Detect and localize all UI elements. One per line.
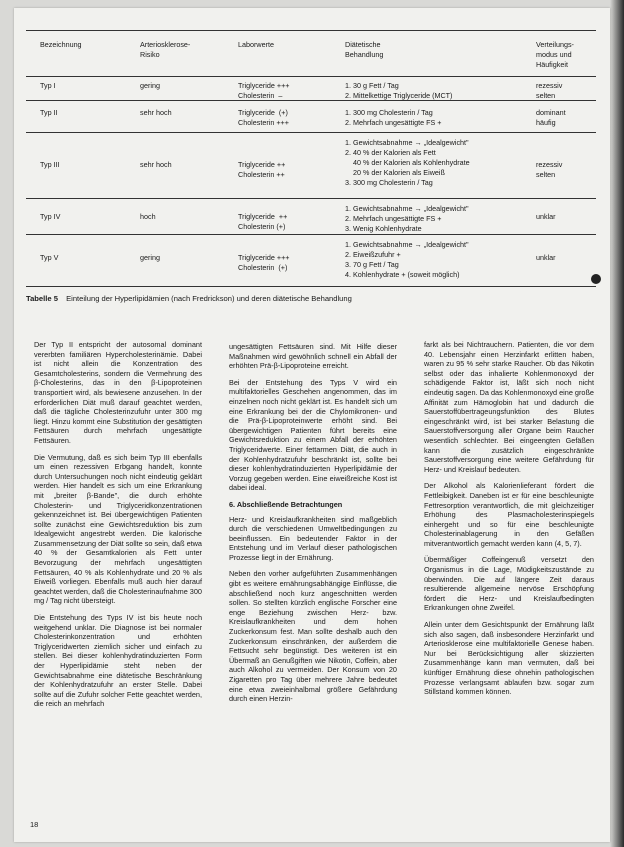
- page-number: 18: [30, 820, 39, 829]
- table-cell-type: Typ III: [40, 160, 60, 169]
- paragraph: Bei der Entstehung des Typs V wird ein multifaktorielles Geschehen angenommen, das im einzelnen noch nicht geklärt ist. Es handelt sich um eine Erkrankung bei der die Chylomikronen- und die Prä-β-Lipoproteinwerte erhöht sind. Bei übergewichtigen Patienten führt bereits eine Gewichtsreduktion zu einem Abfall der erhöhten Triglyceridwerte. Einer fettarmen Diät, die auch in der Kohlenhydratzufuhr beschränkt ist, sollte bei dieser kohlenhydratinduzierten Hyperlipidämie der Vorzug gegeben werden. Eine eiweißreiche Kost ist dabei ideal.: [229, 377, 397, 493]
- section-heading: 6. Abschließende Betrachtungen: [229, 499, 343, 509]
- table-top-rule: [26, 30, 596, 31]
- scan-edge-shadow: [610, 0, 624, 847]
- paragraph: Neben den vorher aufgeführten Zusammenhängen gibt es weitere ernährungsabhängige Einflüsse, die abschließend noch kurz angeschnitten werden sollen. So stellten kürzlich englische Forscher eine enge Beziehung zwischen Herz- bzw. Kreislaufkrankheiten und dem hohen Zuckerkonsum fest. Man sollte deshalb auch den Zuckerkonsum einschränken, der außerdem die Fettsucht sehr begünstigt. Des weiteren ist ein Übermaß an Genußgiften wie Nikotin, Coffein, aber auch Alkohol zu vermeiden. Der Konsum von 20 Zigaretten pro Tag über mehrere Jahre bedeutet eine etwa zweieinhalbmal größere Gefährdung durch einen Herzin-: [229, 569, 397, 704]
- table-cell-type: Typ V: [40, 253, 59, 262]
- table-cell-type: Typ I: [40, 81, 56, 90]
- table-header-risk: Arteriosklerose- Risiko: [140, 40, 191, 59]
- table-cell-lab: Triglyceride +++ Cholesterin –: [238, 81, 290, 100]
- paragraph: Übermäßiger Coffeingenuß versetzt den Organismus in die Lage, Müdigkeitszustände zu überwinden. Die auf längere Zeit daraus resultierende allgemeine nervöse Erschöpfung fördert die Herz- und Kreislaufbedingten Erkrankungen ohne Zweifel.: [424, 555, 594, 613]
- paragraph: Der Typ II entspricht der autosomal dominant vererbten familiären Hypercholesterinämie. Dabei ist nicht allein die Konzentration des Gesamtcholesterins, sondern die Vermehrung des β-Cholesterins, das in den β-Lipoproteinen transportiert wird, als bewiesene anzusehen. In der erforderlichen Diät muß darauf geachtet werden, daß die tägliche Cholesterinzufuhr unter 300 mg liegt. Hinzu kommt eine Substitution der gesättigten Fettsäuren durch mehrfach ungesättigte Fettsäuren.: [34, 340, 202, 445]
- scan-marker-dot: [591, 274, 601, 284]
- table-header-type: Bezeichnung: [40, 40, 82, 49]
- table-cell-frequency: rezessiv selten: [536, 81, 563, 100]
- table-cell-risk: hoch: [140, 212, 156, 221]
- table-cell-type: Typ IV: [40, 212, 61, 221]
- table-cell-treatment: 1. Gewichtsabnahme → „Idealgewicht" 2. Eiweißzufuhr + 3. 70 g Fett / Tag 4. Kohlenhydrate + (soweit möglich): [345, 240, 469, 279]
- table-caption: [26, 294, 352, 303]
- table-cell-frequency: rezessiv selten: [536, 160, 563, 179]
- table-caption-label: Tabelle 5: [26, 294, 58, 303]
- table-row-rule: [26, 234, 596, 235]
- paragraph: Allein unter dem Gesichtspunkt der Ernährung läßt sich also sagen, daß insbesondere Herzinfarkt und Arteriosklerose eine multifaktorielle Genese haben. Nur bei Berücksichtigung aller skizzierten Zusammenhänge kann man vermuten, daß bei künftiger Ernährung diese ohnehin pathologischen Prozesse verlangsamt ablaufen bzw. sogar zum Stillstand kommen können.: [424, 620, 594, 697]
- paragraph: ungesättigten Fettsäuren sind. Mit Hilfe dieser Maßnahmen wird gewöhnlich schnell ein Abfall der erhöhten Prä-β-Lipoproteine erreicht.: [229, 342, 397, 371]
- table-cell-lab: Triglyceride ++ Cholesterin ++: [238, 160, 286, 179]
- table-cell-frequency: unklar: [536, 212, 556, 221]
- table-cell-lab: Triglyceride (+) Cholesterin +++: [238, 108, 289, 127]
- paragraph: Der Alkohol als Kalorienlieferant fördert die Fettleibigkeit. Daneben ist er für eine beschleunigte Fettresorption verantwortlich, die mit gleichzeitiger Erhöhung des Plasmacholesterinspiegels einhergeht und so für eine beschleunigte Cholesterinablagerung in den Gefäßen mitverantwortlich gemacht werden kann (4, 5, 7).: [424, 481, 594, 548]
- table-caption-text: Einteilung der Hyperlipidämien (nach Fredrickson) und deren diätetische Behandlung: [66, 294, 352, 303]
- table-header-rule: [26, 76, 596, 77]
- table-cell-risk: sehr hoch: [140, 160, 172, 169]
- paragraph: farkt als bei Nichtrauchern. Patienten, die vor dem 40. Lebensjahr einen Herzinfarkt erlitten haben, waren zu 95 % sehr starke Raucher. Ob das Nikotin selbst oder das inhalierte Kohlenmonoxyd der schädigende Faktor ist, läßt sich noch nicht eindeutig sagen. Da das Kohlenmonoxyd eine große Affinität zum Hämoglobin hat und dadurch die Sauerstoffübertrageungsfunktion des Blutes eingeschränkt wird, ist bei starker Belastung die Sauerstoffversorgung aller Organe beim Raucher wesentlich schlechter. Bei eingeengten Gefäßen kann die zusätzlich eingeschränkte Sauerstoffversorgung eine weitere Gefährdung für Herz- und Kreislauf bedeuten.: [424, 340, 594, 474]
- table-row-rule: [26, 100, 596, 101]
- table-cell-treatment: 1. 30 g Fett / Tag 2. Mittelkettige Triglyceride (MCT): [345, 81, 453, 100]
- table-cell-treatment: 1. 300 mg Cholesterin / Tag 2. Mehrfach ungesättigte FS +: [345, 108, 442, 127]
- table-cell-type: Typ II: [40, 108, 58, 117]
- table-cell-risk: sehr hoch: [140, 108, 172, 117]
- table-cell-lab: Triglyceride +++ Cholesterin (+): [238, 253, 290, 272]
- table-cell-treatment: 1. Gewichtsabnahme → „Idealgewicht" 2. 40 % der Kalorien als Fett 40 % der Kalorien als Kohlenhydrate 20 % der Kalorien als Eiweiß 3. 300 mg Cholesterin / Tag: [345, 138, 470, 187]
- table-cell-frequency: dominant häufig: [536, 108, 566, 127]
- table-header-treatment: Diätetische Behandlung: [345, 40, 384, 59]
- paragraph: Die Entstehung des Typs IV ist bis heute noch weitgehend unklar. Die Diagnose ist bei normaler Cholesterinkonzentration und erhöhten Triglyceridwerten ziemlich sicher und einfach zu stellen. Bei dieser kohlenhydratinduzierten Form der Hyperlipidämie steht neben der Gewichtsabnahme eine diätetische Beschränkung der Kohlenhydratzufuhr an erster Stelle. Dabei sollte auf die Zufuhr solcher Fette geachtet werden, die reich an mehrfach: [34, 613, 202, 709]
- text-column-1: [34, 340, 202, 716]
- table-header-lab: Laborwerte: [238, 40, 274, 49]
- table-row-rule: [26, 132, 596, 133]
- text-column-3: [424, 340, 594, 704]
- table-cell-frequency: unklar: [536, 253, 556, 262]
- table-cell-treatment: 1. Gewichtsabnahme → „Idealgewicht" 2. Mehrfach ungesättigte FS + 3. Wenig Kohlenhydrate: [345, 204, 469, 233]
- table-cell-risk: gering: [140, 253, 160, 262]
- table-cell-risk: gering: [140, 81, 160, 90]
- table-cell-lab: Triglyceride ++ Cholesterin (+): [238, 212, 288, 231]
- table-row-rule: [26, 198, 596, 199]
- paragraph: Herz- und Kreislaufkrankheiten sind maßgeblich durch die verschiedenen Umweltbedingungen zu beeinflussen. Ein bedeutender Faktor in der Entstehung und im Verlauf dieser pathologischen Prozesse liegt in der Ernährung.: [229, 514, 397, 562]
- table-header-frequency: Verteilungs- modus und Häufigkeit: [536, 40, 574, 69]
- paragraph: Die Vermutung, daß es sich beim Typ III ebenfalls um einen rezessiven Erbgang handelt, konnte durch Untersuchungen noch nicht eindeutig geklärt werden. Hier handelt es sich um eine Erkrankung mit „breiter β-Bande", die durch erhöhte Cholesterin- und Triglyceridkonzentrationen gekennzeichnet ist. Bei übergewichtigen Patienten sollte zunächst eine Gewichtsreduktion bis zum Idealgewicht angestrebt werden. Die kalorische Zusammensetzung der Diät sollte so sein, daß etwa 40 % der Gesamtkalorien als Fett unter Bevorzugung der mehrfach ungesättigten Fettsäuren, 40 % als Kohlenhydrate und 20 % als Eiweiß vorliegen. Ebenfalls muß auch hier darauf geachtet werden, daß die Cholesterinaufnahme 300 mg / Tag nicht übersteigt.: [34, 452, 202, 606]
- table-bottom-rule: [26, 286, 596, 287]
- text-column-2: [229, 342, 397, 711]
